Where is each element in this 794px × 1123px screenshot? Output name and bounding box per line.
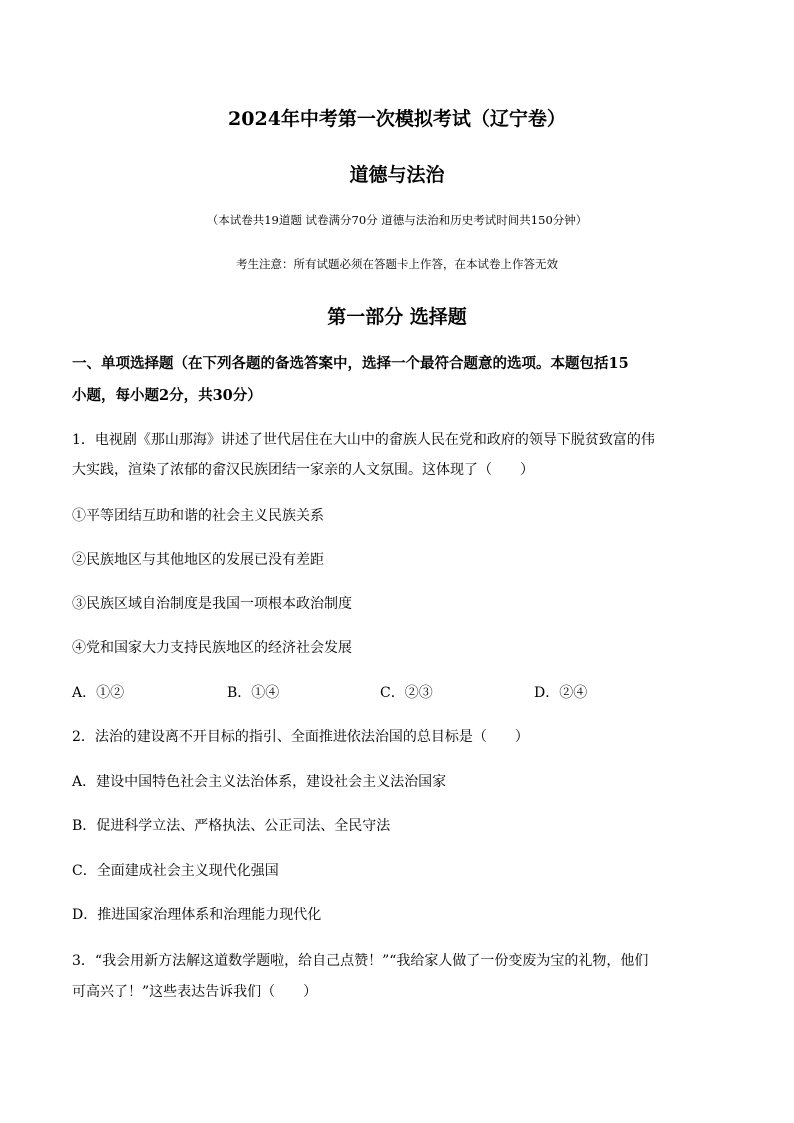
question-1-stem-line-2: 大实践，渲染了浓郁的畲汉民族团结一家亲的人文氛围。这体现了（ ） — [72, 462, 534, 478]
question-1-option-c: C．②③ — [380, 685, 433, 701]
exam-notice: 考生注意：所有试题必须在答题卡上作答，在本试卷上作答无效 — [236, 257, 558, 271]
question-2-option-c: C．全面建成社会主义现代化强国 — [72, 863, 279, 879]
question-1-statement-1: ①平等团结互助和谐的社会主义民族关系 — [72, 508, 324, 524]
question-2-stem: 2．法治的建设离不开目标的指引、全面推进依法治国的总目标是（ ） — [72, 729, 529, 745]
exam-title: 2024年中考第一次模拟考试（辽宁卷） — [228, 108, 566, 130]
part-title: 第一部分 选择题 — [327, 306, 467, 328]
question-3-stem-line-2: 可高兴了！”这些表达告诉我们（ ） — [72, 984, 318, 1000]
question-2-option-b: B．促进科学立法、严格执法、公正司法、全民守法 — [72, 818, 391, 834]
question-1-statement-3: ③民族区域自治制度是我国一项根本政治制度 — [72, 596, 352, 612]
question-1-options — [72, 683, 722, 703]
question-1-option-b: B．①④ — [227, 685, 280, 701]
subject-title: 道德与法治 — [349, 164, 445, 186]
section-instruction-line-1: 一、单项选择题（在下列各题的备选答案中，选择一个最符合题意的选项。本题包括15 — [72, 355, 629, 372]
question-3-stem-line-1: 3．“我会用新方法解这道数学题啦，给自己点赞！”“我给家人做了一份变废为宝的礼物，他们 — [72, 953, 649, 969]
exam-info: （本试卷共19道题 试卷满分70分 道德与法治和历史考试时间共150分钟） — [206, 213, 588, 227]
question-1-statement-2: ②民族地区与其他地区的发展已没有差距 — [72, 552, 324, 568]
question-1-statement-4: ④党和国家大力支持民族地区的经济社会发展 — [72, 640, 352, 656]
section-instruction-line-2: 小题，每小题2分，共30分） — [72, 387, 262, 404]
question-1-option-a: A．①② — [72, 685, 125, 701]
question-1-option-d: D．②④ — [534, 685, 588, 701]
question-1-stem-line-1: 1．电视剧《那山那海》讲述了世代居住在大山中的畲族人民在党和政府的领导下脱贫致富的伟 — [72, 432, 655, 448]
question-2-option-d: D．推进国家治理体系和治理能力现代化 — [72, 907, 322, 923]
question-2-option-a: A．建设中国特色社会主义法治体系，建设社会主义法治国家 — [72, 774, 447, 790]
